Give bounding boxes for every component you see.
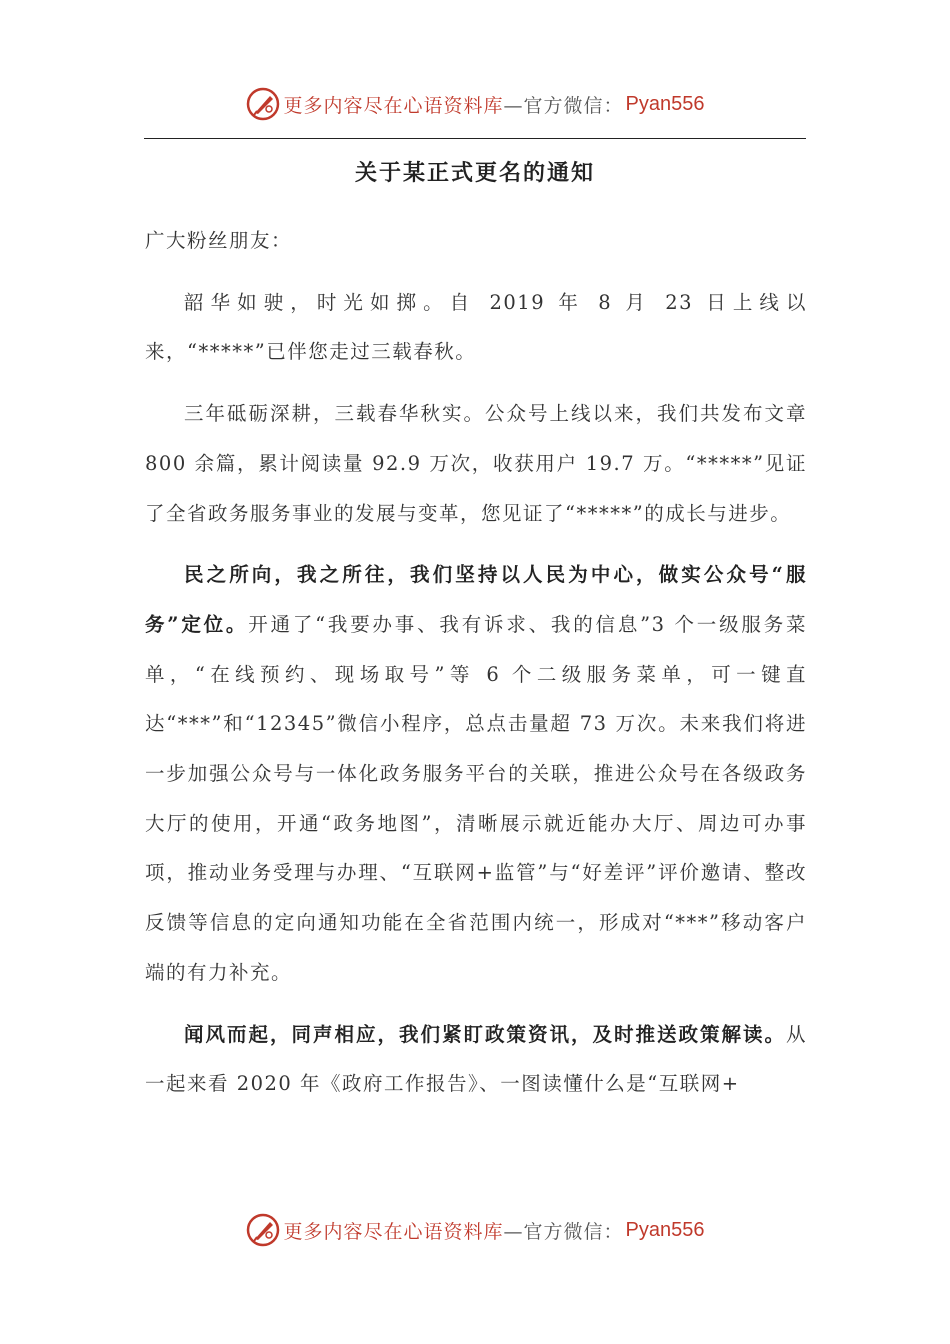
paragraph-2 (145, 389, 807, 538)
quill-logo-icon (246, 87, 280, 121)
paragraph-4-lead: 闻风而起，同声相应，我们紧盯政策资讯，及时推送政策解读。 (184, 1022, 786, 1046)
quill-logo-icon (246, 1213, 280, 1247)
banner-wechat-id: Pyan556 (625, 92, 705, 115)
paragraph-4-text: 从一起来看 2020 年《政府工作报告》、一图读懂什么是“互联网+ (145, 1022, 807, 1096)
document-title: 关于某正式更名的通知 (354, 160, 595, 186)
header-divider (144, 138, 806, 139)
banner-wechat-id: Pyan556 (625, 1218, 705, 1241)
paragraph-1 (145, 278, 807, 377)
paragraph-3 (145, 550, 807, 997)
paragraph-2-text: 三年砥砺深耕，三载春华秋实。公众号上线以来，我们共发布文章 800 余篇，累计阅读量 92.9 万次，收获用户 19.7 万。“*****”见证了全省政务服务事业的发展与变革，您见证了“*****”的成长与进步。 (145, 402, 807, 525)
header-banner (0, 84, 950, 124)
banner-official-label: —官方微信： (503, 1220, 624, 1243)
document-body (145, 216, 807, 1121)
banner-official-label: —官方微信： (503, 94, 624, 117)
paragraph-1-text: 韶华如驶，时光如掷。自 2019 年 8 月 23 日上线以来，“*****”已伴您走过三载春秋。 (145, 290, 807, 364)
paragraph-3-text: 开通了“我要办事、我有诉求、我的信息”3 个一级服务菜单，“在线预约、现场取号”等 6 个二级服务菜单，可一键直达“***”和“12345”微信小程序，总点击量超 73 万次。未来我们将进一步加强公众号与一体化政务服务平台的关联，推进公众号在各级政务大厅的使用，开通“政务地图”，清晰展示就近能办大厅、周边可办事项，推动业务受理与办理、“互联网+监管”与“好差评”评价邀请、整改反馈等信息的定向通知功能在全省范围内统一，形成对“***”移动客户端的有力补充。 (145, 612, 808, 984)
paragraph-4 (145, 1010, 807, 1109)
paragraph-3-lead: 民之所向，我之所往，我们坚持以人民为中心，做实公众号“服务”定位。 (145, 563, 807, 636)
salutation: 广大粉丝朋友： (145, 229, 293, 252)
banner-brand: 更多内容尽在心语资料库 (283, 94, 504, 117)
footer-banner (0, 1210, 950, 1250)
banner-brand: 更多内容尽在心语资料库 (283, 1220, 504, 1243)
